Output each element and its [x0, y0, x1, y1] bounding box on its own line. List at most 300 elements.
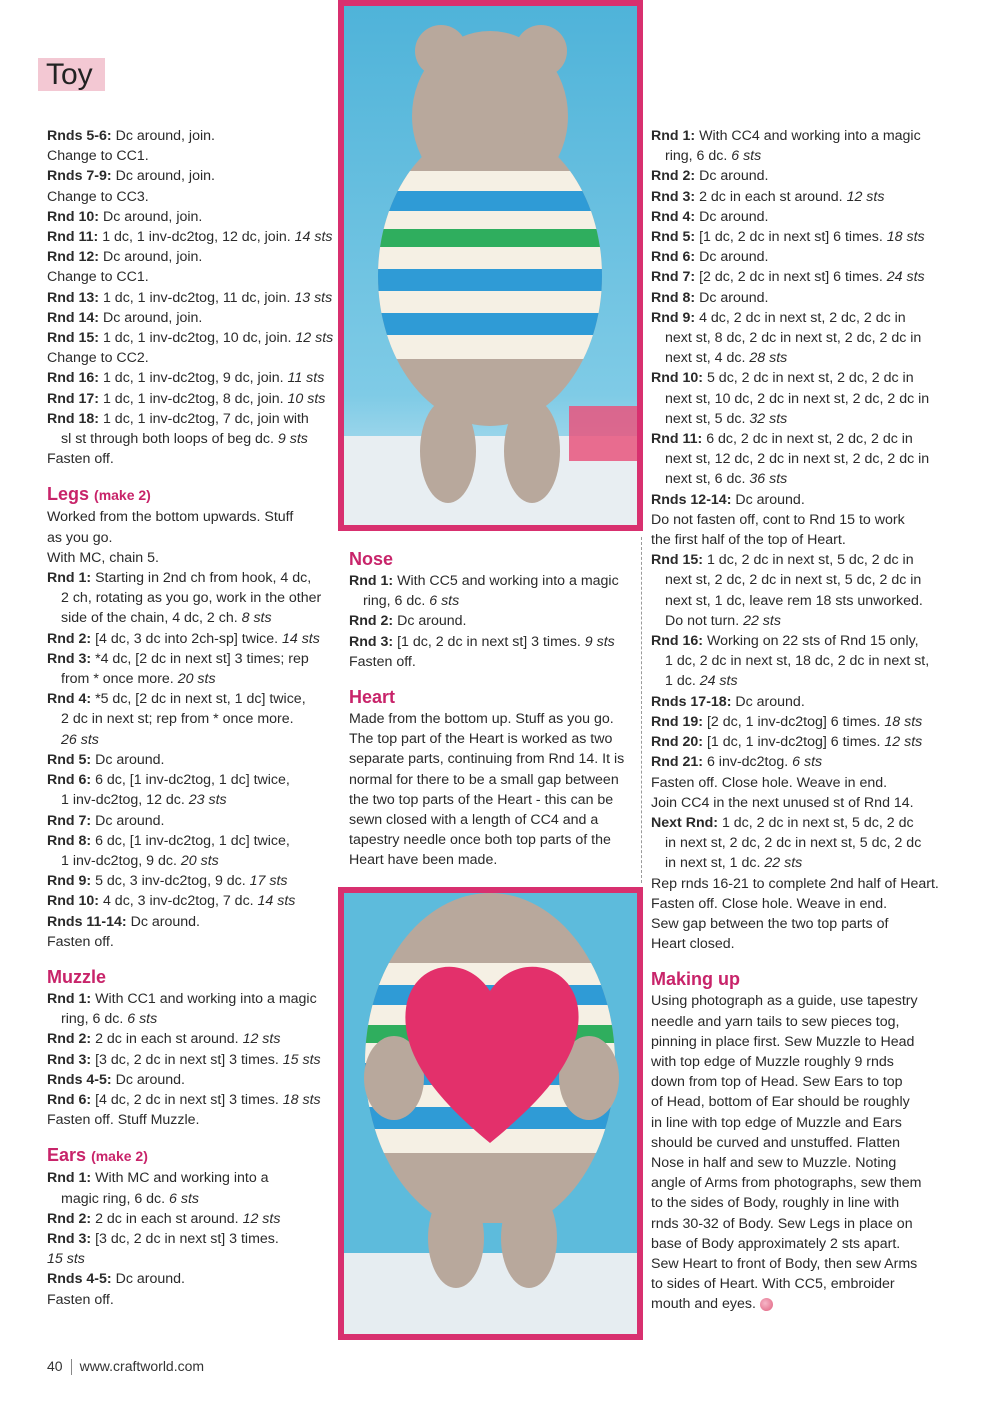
heart-heading: Heart: [349, 687, 396, 708]
round-label: Next Rnd:: [651, 814, 718, 831]
instruction-line: [651, 991, 941, 1011]
instruction-text: Change to CC3.: [47, 188, 149, 205]
instruction-line: [47, 811, 337, 831]
instruction-line: [47, 429, 337, 449]
instruction-line: [47, 871, 337, 891]
instruction-line: [47, 851, 337, 871]
instruction-line: [47, 831, 337, 851]
round-label: Rnd 5:: [651, 229, 696, 246]
instruction-line: [47, 608, 337, 628]
instruction-line: [651, 1012, 941, 1032]
round-label: Rnd 14:: [47, 309, 100, 326]
round-label: Rnd 3:: [47, 1051, 92, 1068]
stitch-count: 24 sts: [886, 269, 925, 286]
round-label: Rnd 11:: [651, 431, 703, 448]
round-label: Rnd 3:: [651, 188, 696, 205]
instruction-line: [651, 793, 941, 813]
instruction-text: Dc around, join.: [111, 128, 215, 144]
stitch-count: 12 sts: [242, 1210, 281, 1227]
page-footer: [47, 1358, 204, 1375]
instruction-text: Fasten off. Close hole. Weave in end.: [651, 774, 888, 791]
instruction-line: [47, 730, 337, 750]
instruction-line: [651, 1173, 941, 1193]
round-label: Rnd 10:: [47, 893, 100, 910]
instruction-text: 1 dc, 1 inv-dc2tog, 12 dc, join.: [98, 229, 295, 246]
instruction-line: [47, 891, 337, 911]
instruction-text: Dc around.: [695, 249, 769, 266]
stitch-count: 18 sts: [884, 713, 923, 730]
instruction-line: [651, 1052, 941, 1072]
instruction-text: Heart have been made.: [349, 852, 498, 869]
legs-heading: Legs (make 2): [47, 484, 151, 505]
instruction-text: Fasten off. Stuff Muzzle.: [47, 1112, 200, 1129]
round-label: Rnd 1:: [349, 573, 394, 589]
round-label: Rnd 2:: [349, 613, 394, 630]
instruction-line: [47, 750, 337, 770]
instruction-text: 5 dc, 2 dc in next st, 2 dc, 2 dc in: [703, 370, 914, 387]
instruction-text: Dc around, join.: [111, 168, 215, 185]
stitch-count: 23 sts: [188, 792, 227, 809]
instruction-text: Sew gap between the two top parts of: [651, 915, 889, 932]
instruction-line: [47, 348, 337, 368]
round-label: Rnd 6:: [651, 249, 696, 266]
instruction-text: to the sides of Body, roughly in line with: [651, 1195, 900, 1212]
instruction-text: Dc around.: [111, 1271, 185, 1288]
instruction-text: Change to CC1.: [47, 148, 149, 165]
instruction-text: 1 dc, 1 inv-dc2tog, 7 dc, join with: [99, 410, 309, 427]
instruction-line: [651, 1092, 941, 1112]
instruction-text: Nose in half and sew to Muzzle. Noting: [651, 1154, 897, 1171]
instruction-line: [349, 571, 631, 591]
instruction-text: next st, 4 dc.: [665, 350, 750, 367]
instruction-text: Fasten off.: [47, 933, 114, 950]
instruction-line: [349, 611, 631, 631]
bear-heart-photo: [338, 887, 643, 1340]
instruction-text: 1 dc, 1 inv-dc2tog, 8 dc, join.: [99, 390, 288, 407]
instruction-text: Do not fasten off, cont to Rnd 15 to work: [651, 511, 905, 528]
instruction-line: [651, 429, 941, 449]
instruction-line: [651, 692, 941, 712]
instruction-text: sewn closed with a length of CC4 and a: [349, 812, 599, 829]
instruction-text: Dc around, join.: [99, 249, 203, 266]
instruction-line: [47, 1070, 337, 1090]
instruction-text: pinning in place first. Sew Muzzle to Head: [651, 1033, 915, 1050]
instruction-line: [651, 207, 941, 227]
instruction-text: next st, 8 dc, 2 dc in next st, 2 dc, 2 dc in: [665, 330, 922, 347]
instruction-text: Dc around.: [91, 812, 165, 829]
instruction-line: [47, 507, 337, 527]
stitch-count: 32 sts: [749, 410, 788, 427]
instruction-text: Do not turn.: [665, 612, 744, 629]
instruction-text: Fasten off.: [47, 451, 114, 468]
round-label: Rnd 8:: [47, 832, 92, 849]
instruction-text: Using photograph as a guide, use tapestry: [651, 993, 918, 1010]
stitch-count: 17 sts: [249, 873, 288, 890]
round-label: Rnd 12:: [47, 249, 100, 266]
instruction-line: [349, 749, 631, 769]
instruction-line: [651, 288, 941, 308]
round-label: Rnd 5:: [47, 751, 92, 768]
round-label: Rnd 9:: [651, 309, 696, 326]
instruction-text: 6 dc, [1 inv-dc2tog, 1 dc] twice,: [91, 832, 290, 849]
instruction-line: [651, 914, 941, 934]
instruction-line: [651, 631, 941, 651]
instruction-line: [47, 770, 337, 790]
column-right: [651, 126, 941, 1315]
muzzle-instructions: [47, 989, 337, 1130]
instruction-line: [651, 874, 941, 894]
instruction-text: next st, 12 dc, 2 dc in next st, 2 dc, 2 dc in: [665, 451, 930, 468]
instruction-text: Dc around.: [695, 208, 769, 225]
round-label: Rnds 12-14:: [651, 491, 732, 508]
round-label: Rnd 19:: [651, 713, 704, 730]
instruction-text: 1 dc, 2 dc in next st, 5 dc, 2 dc in: [703, 552, 914, 569]
instruction-text: Dc around.: [91, 751, 165, 768]
instruction-text: the two top parts of the Heart - this can be: [349, 791, 614, 808]
instruction-text: [2 dc, 1 inv-dc2tog] 6 times.: [703, 713, 885, 730]
instruction-text: Join CC4 in the next unused st of Rnd 14.: [651, 794, 914, 811]
instruction-line: [47, 1050, 337, 1070]
instruction-line: [651, 389, 941, 409]
instruction-line: [651, 894, 941, 914]
instruction-line: [651, 409, 941, 429]
instruction-line: [651, 1153, 941, 1173]
round-label: Rnds 17-18:: [651, 693, 732, 710]
section-tag: Toy: [38, 58, 105, 91]
instruction-text: next st, 10 dc, 2 dc in next st, 2 dc, 2 dc in: [665, 390, 930, 407]
instruction-text: Change to CC2.: [47, 350, 149, 367]
instruction-text: The top part of the Heart is worked as two: [349, 731, 613, 748]
instruction-text: Dc around.: [111, 1071, 185, 1088]
instruction-line: [651, 247, 941, 267]
instruction-line: [47, 1090, 337, 1110]
instruction-line: [47, 1168, 337, 1188]
heart-instructions: [651, 126, 941, 954]
instruction-text: 2 dc in next st; rep from * once more.: [61, 711, 294, 728]
stitch-count: 15 sts: [282, 1051, 321, 1068]
column-divider: [641, 537, 642, 883]
instruction-line: [349, 632, 631, 652]
round-label: Rnd 1:: [47, 990, 92, 1007]
instruction-line: [47, 389, 337, 409]
instruction-text: 1 dc, 2 dc in next st, 5 dc, 2 dc: [718, 814, 914, 831]
instruction-text: Dc around.: [393, 613, 467, 630]
instruction-line: [651, 328, 941, 348]
instruction-line: [47, 989, 337, 1009]
stitch-count: 6 sts: [127, 1011, 158, 1028]
instruction-line: [651, 1294, 941, 1314]
instruction-text: 2 dc in each st around.: [695, 188, 847, 205]
instruction-line: [47, 146, 337, 166]
instruction-line: [651, 833, 941, 853]
bear-back-illustration: [344, 6, 637, 525]
instruction-line: [349, 652, 631, 672]
instruction-text: the first half of the top of Heart.: [651, 532, 846, 549]
instruction-line: [651, 1254, 941, 1274]
stitch-count: 6 sts: [792, 754, 823, 771]
instruction-text: 6 dc, [1 inv-dc2tog, 1 dc] twice,: [91, 772, 290, 789]
round-label: Rnd 20:: [651, 734, 704, 751]
instruction-line: [47, 790, 337, 810]
stitch-count: 36 sts: [749, 471, 788, 488]
instruction-text: Made from the bottom up. Stuff as you go.: [349, 711, 614, 728]
round-label: Rnd 11:: [47, 229, 99, 246]
instruction-line: [651, 550, 941, 570]
stitch-count: 8 sts: [241, 610, 272, 627]
instruction-text: Dc around, join.: [99, 309, 203, 326]
yarn-ball-icon: [760, 1298, 773, 1311]
stitch-count: 20 sts: [180, 852, 219, 869]
stitch-count: 18 sts: [282, 1091, 321, 1108]
instruction-text: Fasten off.: [47, 1291, 114, 1308]
instruction-text: with top edge of Muzzle roughly 9 rnds: [651, 1053, 894, 1070]
instruction-text: Dc around, join.: [99, 208, 203, 225]
stitch-count: 9 sts: [584, 633, 615, 650]
instruction-line: [651, 1193, 941, 1213]
round-label: Rnd 2:: [47, 1210, 92, 1227]
round-label: Rnd 10:: [47, 208, 100, 225]
instruction-line: [651, 570, 941, 590]
stitch-count: 14 sts: [294, 229, 333, 246]
ears-heading: Ears (make 2): [47, 1145, 148, 1166]
instruction-line: [349, 770, 631, 790]
instruction-line: [47, 1110, 337, 1130]
instruction-line: [651, 449, 941, 469]
instruction-line: [47, 649, 337, 669]
round-label: Rnd 1:: [651, 128, 696, 144]
instruction-text: 2 ch, rotating as you go, work in the other: [61, 590, 322, 607]
instruction-line: [651, 1072, 941, 1092]
instruction-line: [47, 1209, 337, 1229]
instruction-text: base of Body approximately 2 sts apart.: [651, 1235, 901, 1252]
instruction-text: Change to CC1.: [47, 269, 149, 286]
instruction-line: [651, 1032, 941, 1052]
instruction-line: [651, 712, 941, 732]
instruction-text: Dc around.: [731, 491, 805, 508]
instruction-text: Heart closed.: [651, 936, 735, 953]
stitch-count: 22 sts: [764, 855, 803, 872]
round-label: Rnd 3:: [349, 633, 394, 650]
instruction-line: [651, 126, 941, 146]
instruction-line: [349, 709, 631, 729]
round-label: Rnd 1:: [47, 1170, 92, 1187]
instruction-text: Starting in 2nd ch from hook, 4 dc,: [91, 570, 312, 587]
column-middle: [349, 547, 631, 871]
instruction-text: as you go.: [47, 529, 113, 546]
instruction-line: [651, 671, 941, 691]
instruction-line: [651, 267, 941, 287]
making-up-instructions: [651, 991, 941, 1314]
legs-instructions: [47, 507, 337, 951]
instruction-text: 1 dc, 1 inv-dc2tog, 11 dc, join.: [99, 289, 295, 306]
instruction-line: [47, 288, 337, 308]
instruction-line: [651, 227, 941, 247]
instruction-line: [47, 1009, 337, 1029]
instruction-text: 4 dc, 3 inv-dc2tog, 7 dc.: [99, 893, 258, 910]
bear-heart-illustration: [344, 893, 637, 1334]
instruction-line: [651, 1133, 941, 1153]
instruction-text: [1 dc, 2 dc in next st] 6 times.: [695, 229, 887, 246]
instruction-text: 1 dc, 2 dc in next st, 18 dc, 2 dc in next st,: [665, 653, 930, 670]
instruction-text: ring, 6 dc.: [665, 148, 732, 165]
instruction-line: [47, 1249, 337, 1269]
instruction-line: [47, 126, 337, 146]
instruction-line: [349, 591, 631, 611]
instruction-line: [651, 732, 941, 752]
instruction-line: [651, 469, 941, 489]
website-link[interactable]: www.craftworld.com: [79, 1358, 205, 1374]
instruction-text: 2 dc in each st around.: [91, 1031, 243, 1048]
instruction-line: [47, 1029, 337, 1049]
round-label: Rnd 3:: [47, 1230, 92, 1247]
stitch-count: 20 sts: [177, 671, 216, 688]
instruction-text: Dc around.: [731, 693, 805, 710]
instruction-line: [651, 591, 941, 611]
round-label: Rnd 17:: [47, 390, 100, 407]
instruction-line: [651, 813, 941, 833]
instruction-text: rnds 30-32 of Body. Sew Legs in place on: [651, 1215, 913, 1232]
instruction-line: [47, 166, 337, 186]
instruction-text: 2 dc in each st around.: [91, 1210, 243, 1227]
footer-separator: [71, 1359, 72, 1375]
round-label: Rnd 1:: [47, 570, 92, 587]
instruction-line: [47, 328, 337, 348]
round-label: Rnds 4-5:: [47, 1271, 112, 1288]
making-up-heading: Making up: [651, 969, 740, 990]
instruction-line: [47, 368, 337, 388]
instruction-line: [349, 830, 631, 850]
instruction-line: [47, 187, 337, 207]
instruction-line: [651, 490, 941, 510]
round-label: Rnd 8:: [651, 289, 696, 306]
instruction-line: [651, 934, 941, 954]
instruction-text: With MC and working into a: [91, 1170, 269, 1187]
body-instructions: [47, 126, 337, 469]
stitch-count: 10 sts: [287, 390, 326, 407]
stitch-count: 14 sts: [281, 630, 320, 647]
instruction-text: in line with top edge of Muzzle and Ears: [651, 1114, 902, 1131]
instruction-line: [47, 1290, 337, 1310]
instruction-line: [349, 729, 631, 749]
round-label: Rnd 6:: [47, 1091, 92, 1108]
round-label: Rnds 7-9:: [47, 168, 112, 185]
stitch-count: 11 sts: [287, 370, 325, 387]
instruction-line: [47, 1189, 337, 1209]
instruction-line: [47, 548, 337, 568]
instruction-text: next st, 2 dc, 2 dc in next st, 5 dc, 2 dc in: [665, 572, 922, 589]
instruction-line: [651, 752, 941, 772]
round-label: Rnd 6:: [47, 772, 92, 789]
instruction-line: [651, 1274, 941, 1294]
round-label: Rnds 5-6:: [47, 128, 112, 144]
instruction-line: [651, 1113, 941, 1133]
instruction-text: Fasten off. Close hole. Weave in end.: [651, 895, 888, 912]
instruction-text: [3 dc, 2 dc in next st] 3 times.: [91, 1051, 283, 1068]
round-label: Rnd 18:: [47, 410, 100, 427]
stitch-count: 14 sts: [257, 893, 296, 910]
instruction-text: next st, 6 dc.: [665, 471, 750, 488]
instruction-text: 1 dc, 1 inv-dc2tog, 9 dc, join.: [99, 370, 288, 387]
instruction-text: [4 dc, 2 dc in next st] 3 times.: [91, 1091, 283, 1108]
round-label: Rnd 7:: [47, 812, 92, 829]
round-label: Rnd 15:: [651, 552, 704, 569]
instruction-line: [47, 267, 337, 287]
instruction-text: ring, 6 dc.: [363, 593, 430, 610]
round-label: Rnd 3:: [47, 650, 92, 667]
stitch-count: 18 sts: [886, 229, 925, 246]
stitch-count: 26 sts: [61, 731, 99, 748]
instruction-text: With MC, chain 5.: [47, 549, 159, 566]
heart-intro: [349, 709, 631, 871]
stitch-count: 12 sts: [295, 330, 334, 347]
instruction-line: [651, 308, 941, 328]
instruction-text: normal for there to be a small gap between: [349, 771, 619, 788]
instruction-text: 6 inv-dc2tog.: [703, 754, 793, 771]
instruction-text: ring, 6 dc.: [61, 1011, 128, 1028]
round-label: Rnds 4-5:: [47, 1071, 112, 1088]
stitch-count: 28 sts: [749, 350, 788, 367]
round-label: Rnd 10:: [651, 370, 704, 387]
instruction-line: [651, 348, 941, 368]
instruction-line: [349, 790, 631, 810]
instruction-text: *4 dc, [2 dc in next st] 3 times; rep: [91, 650, 309, 667]
column-left: [47, 126, 337, 1310]
instruction-text: Worked from the bottom upwards. Stuff: [47, 509, 294, 526]
nose-instructions: [349, 571, 631, 672]
instruction-line: [47, 308, 337, 328]
instruction-line: [349, 850, 631, 870]
instruction-line: [47, 1269, 337, 1289]
round-label: Rnd 21:: [651, 754, 704, 771]
stitch-count: 6 sts: [731, 148, 762, 165]
instruction-line: [651, 1214, 941, 1234]
instruction-line: [47, 932, 337, 952]
instruction-line: [651, 853, 941, 873]
instruction-text: separate parts, continuing from Rnd 14. It is: [349, 751, 625, 768]
instruction-text: in next st, 2 dc, 2 dc in next st, 5 dc, 2 dc: [665, 835, 922, 852]
instruction-text: of Head, bottom of Ear should be roughly: [651, 1094, 910, 1111]
instruction-text: side of the chain, 4 dc, 2 ch.: [61, 610, 242, 627]
instruction-line: [651, 611, 941, 631]
instruction-text: tapestry needle once both top parts of the: [349, 832, 611, 849]
instruction-text: With CC1 and working into a magic: [91, 990, 317, 1007]
instruction-line: [651, 530, 941, 550]
instruction-line: [651, 510, 941, 530]
round-label: Rnd 9:: [47, 873, 92, 890]
instruction-text: to sides of Heart. With CC5, embroider: [651, 1276, 895, 1293]
bear-back-photo: [338, 0, 643, 531]
instruction-line: [47, 912, 337, 932]
round-label: Rnd 4:: [47, 691, 92, 708]
instruction-line: [47, 588, 337, 608]
instruction-text: Rep rnds 16-21 to complete 2nd half of Heart.: [651, 875, 939, 892]
instruction-line: [47, 409, 337, 429]
instruction-line: [47, 689, 337, 709]
instruction-text: from * once more.: [61, 671, 178, 688]
instruction-text: magic ring, 6 dc.: [61, 1190, 170, 1207]
instruction-line: [47, 247, 337, 267]
instruction-text: With CC4 and working into a magic: [695, 128, 921, 144]
instruction-line: [47, 629, 337, 649]
round-label: Rnd 13:: [47, 289, 100, 306]
instruction-text: With CC5 and working into a magic: [393, 573, 619, 589]
stitch-count: 24 sts: [699, 673, 738, 690]
instruction-line: [349, 810, 631, 830]
instruction-line: [47, 669, 337, 689]
instruction-text: next st, 1 dc, leave rem 18 sts unworked.: [665, 592, 923, 609]
muzzle-heading: Muzzle: [47, 966, 107, 987]
instruction-line: [47, 528, 337, 548]
